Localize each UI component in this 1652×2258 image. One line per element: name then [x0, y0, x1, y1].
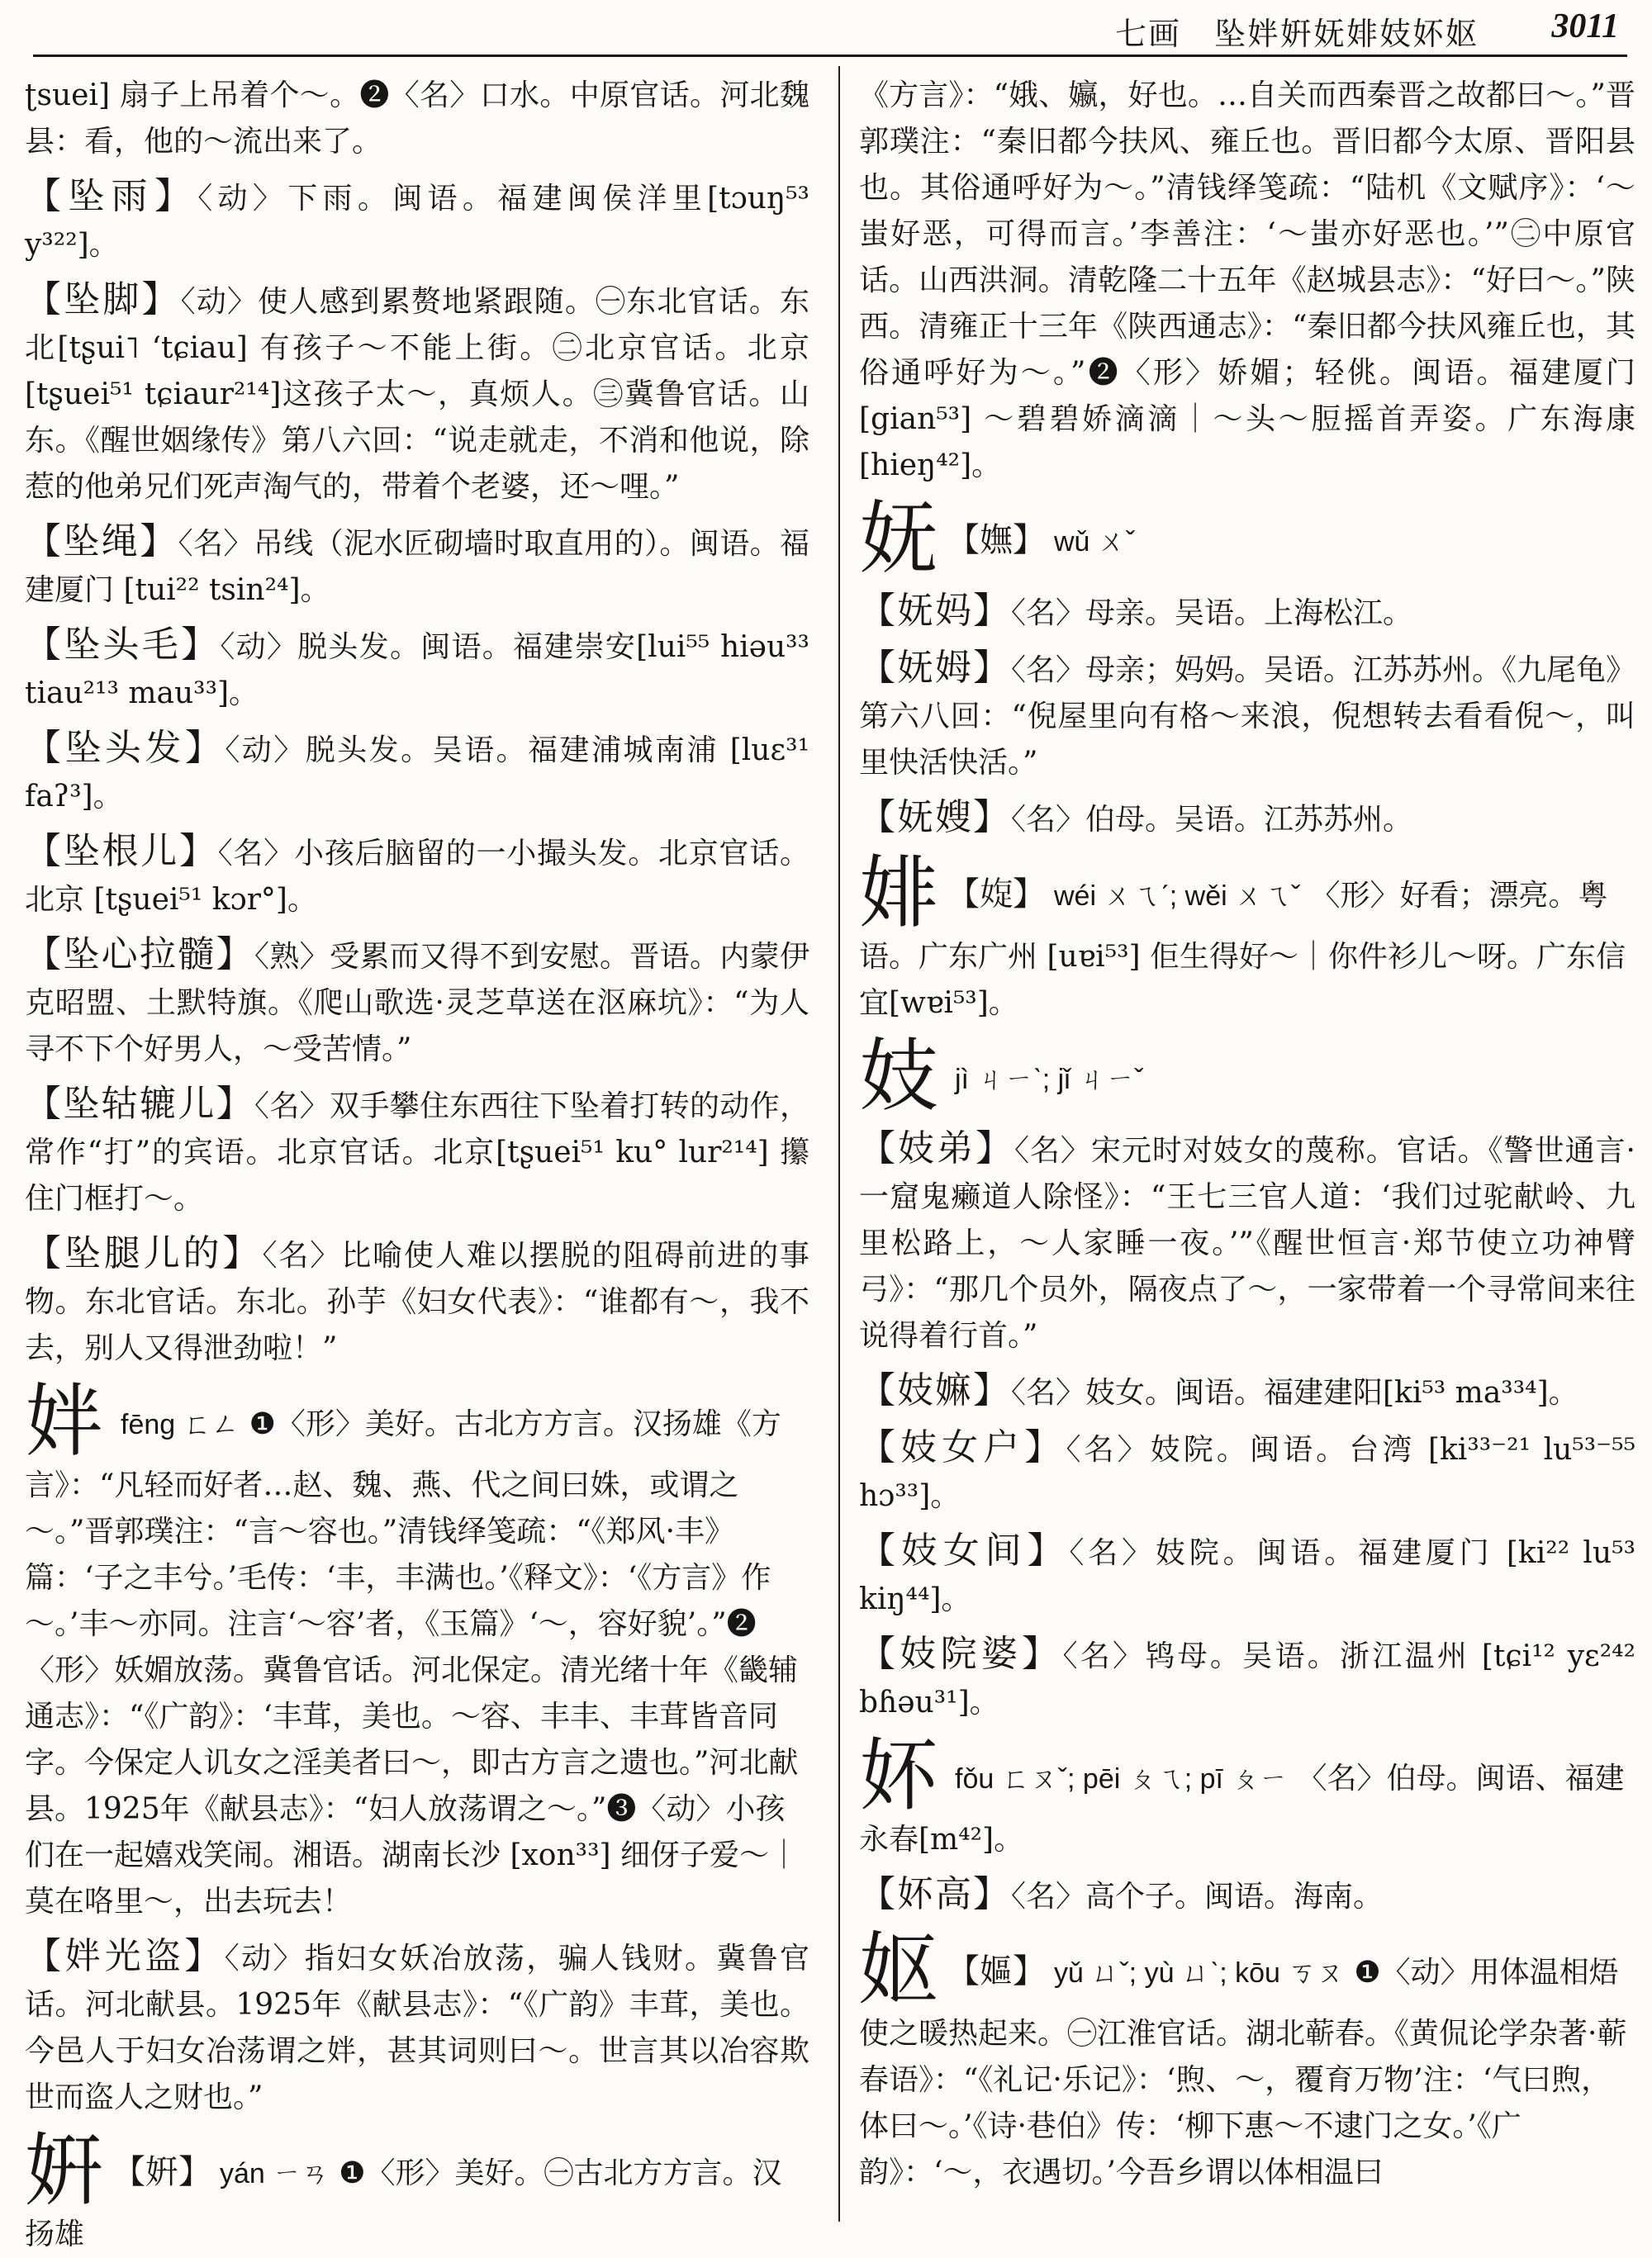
- entry-headword: 【坠头发】: [25, 727, 225, 769]
- dictionary-entry: [25, 932, 809, 1073]
- dictionary-entry: [859, 1126, 1635, 1359]
- char-block: [859, 1924, 1635, 2196]
- char-entry: [859, 847, 1635, 1027]
- dictionary-entry: [25, 1231, 809, 1372]
- char-definition: 〈名〉伯母。闽语、福建永春[m⁴²]。: [859, 1762, 1625, 1857]
- char-definition: ❶〈形〉美好。古北方方言。汉扬雄《方言》：“凡轻而好者…赵、魏、燕、代之间曰姝，或谓之～。”晋郭璞注：“言～容也。”清钱绎笺疏：“《郑风·丰》篇：‘子之丰兮。’毛传：‘丰，丰满也。’《释文》：‘《方言》作～。’丰～亦同。注言‘～容’者，《玉篇》‘～，容好貌’。”❷〈形〉妖媚放荡。冀鲁官话。河北保定。清光绪十年《畿辅通志》：“《广韵》：‘丰茸，美也。～容、丰丰、丰茸皆音同字。今保定人讥女之淫美者曰～，即古方言之遗也。”河北献县。1925年《献县志》：“妇人放荡谓之～。”❸〈动〉小孩们在一起嬉戏笑闹。湘语。湖南长沙 [xon³³] 细伢子爱～｜莫在咯里～，出去玩去！: [25, 1407, 800, 1919]
- char-pronunciation: wéi ㄨㄟˊ; wěi ㄨㄟˇ: [1054, 880, 1301, 912]
- dictionary-entry: [859, 588, 1635, 637]
- dictionary-entry: [25, 173, 809, 268]
- header-rule: [33, 55, 1627, 57]
- char-block: [859, 847, 1635, 1027]
- entry-headword: 【妩嫂】: [859, 796, 1011, 838]
- char-entry: [25, 1375, 809, 1925]
- dictionary-entry: [25, 1933, 809, 2121]
- entry-headword: 【坠头毛】: [25, 624, 221, 666]
- char-headword: 妩: [859, 492, 938, 585]
- dictionary-entry: [859, 1871, 1635, 1920]
- entry-definition: 〈名〉母亲；妈妈。吴语。江苏苏州。《九尾龟》第六八回：“倪屋里向有格～来浪，倪想转去看看倪～，叫里快活快活。”: [859, 653, 1636, 780]
- dictionary-entry: [25, 1081, 809, 1222]
- entry-definition: 〈名〉小孩后脑留的一小撮头发。北京官话。北京 [tʂuei⁵¹ kɔr°]。: [25, 837, 809, 917]
- entry-definition: 〈名〉妓院。闽语。福建厦门 [ki²² lu⁵³ kiŋ⁴⁴]。: [859, 1536, 1635, 1616]
- entry-headword: 【姅光盗】: [25, 1935, 225, 1977]
- entry-definition: 〈动〉指妇女妖冶放荡，骗人钱财。冀鲁官话。河北献县。1925年《献县志》：“《广韵》丰茸，美也。今邑人于妇女冶荡谓之姅，甚其词则曰～。世言其以冶容欺世而盗人之财也。”: [25, 1942, 809, 2114]
- char-entry: [25, 2124, 809, 2258]
- dictionary-entry: [25, 277, 809, 510]
- entry-definition: 〈动〉脱头发。吴语。福建浦城南浦 [luɛ³¹ faʔ³]。: [25, 733, 810, 814]
- entry-definition: 〈名〉双手攀住东西往下坠着打转的动作，常作“打”的宾语。北京官话。北京[tʂuei⁵¹ ku° lur²¹⁴] 攥住门框打～。: [25, 1089, 809, 1216]
- entry-headword: 【坠腿儿的】: [25, 1232, 263, 1274]
- entry-headword: 【坠绳】: [25, 520, 178, 562]
- char-block: [859, 1030, 1636, 1726]
- char-entry: [859, 492, 1635, 585]
- entry-headword: 【妚高】: [859, 1873, 1011, 1915]
- entry-definition: 〈名〉妓院。闽语。台湾 [ki³³⁻²¹ lu⁵³⁻⁵⁵ hɔ³³]。: [859, 1433, 1636, 1513]
- entry-headword: 【妓女户】: [859, 1426, 1066, 1468]
- entry-headword: 【妩妈】: [859, 590, 1011, 632]
- char-pronunciation: fēng ㄈㄥ: [121, 1409, 240, 1440]
- entry-definition: 〈名〉伯母。吴语。江苏苏州。: [1011, 803, 1413, 837]
- entry-definition: 〈名〉鸨母。吴语。浙江温州 [tɕi¹² yɛ²⁴² bɦəu³¹]。: [859, 1639, 1635, 1720]
- entry-headword: 【坠脚】: [25, 278, 181, 320]
- dictionary-entry: [25, 725, 809, 820]
- char-variant: 【姸】: [112, 2153, 211, 2191]
- entry-definition: 〈名〉吊线（泥水匠砌墙时取直用的）。闽语。福建厦门 [tui²² tsin²⁴]。: [25, 527, 809, 607]
- entry-headword: 【坠轱辘儿】: [25, 1083, 254, 1125]
- entry-definition: 〈名〉妓女。闽语。福建建阳[ki⁵³ ma³³⁴]。: [1011, 1376, 1578, 1410]
- entry-headword: 【妓院婆】: [859, 1633, 1063, 1675]
- char-variant: 【𡟐】: [947, 875, 1046, 913]
- dictionary-entry: [859, 1528, 1635, 1623]
- column-divider: [838, 66, 840, 2222]
- char-headword: 妪: [859, 1924, 938, 2016]
- char-pronunciation: jì ㄐㄧˋ; jǐ ㄐㄧˇ: [955, 1064, 1144, 1095]
- entry-definition: 〈名〉母亲。吴语。上海松江。: [1011, 596, 1413, 630]
- section-title: 七画 坠姅姸妩婔妓妚妪: [1114, 16, 1479, 52]
- entry-headword: 【妓弟】: [859, 1127, 1014, 1169]
- continuation-text: 《方言》：“娥、㜲，好也。…自关而西秦晋之故都曰～。”晋郭璞注：“秦旧都今扶风、雍丘也。晋旧都今太原、晋阳县也。其俗通呼好为～。”清钱绎笺疏：“陆机《文赋序》：‘～蚩好恶，可得而言。’李善注：‘～蚩亦好恶也。’”㊁中原官话。山西洪洞。清乾隆二十五年《赵城县志》：“好曰～。”陕西。清雍正十三年《陕西通志》：“秦旧都今扶风雍丘也，其俗通呼好为～。”❷〈形〉娇媚；轻佻。闽语。福建厦门 [gian⁵³] ～碧碧娇滴滴｜～头～脰摇首弄姿。广东海康 [hieŋ⁴²]。: [859, 78, 1635, 482]
- right-char-entries: [859, 492, 1636, 2196]
- char-headword: 婔: [859, 847, 938, 939]
- char-definition: ❶〈形〉美好。㊀古北方方言。汉扬雄: [25, 2156, 782, 2251]
- left-entries: [25, 173, 809, 1372]
- dictionary-entry: [25, 519, 809, 614]
- char-variant: 【嫵】: [947, 521, 1046, 559]
- char-block: [25, 1375, 809, 1925]
- page-number: 3011: [1551, 7, 1619, 45]
- left-entries-after: [25, 1933, 809, 2121]
- page-header: [0, 0, 1652, 58]
- entry-headword: 【妓嫲】: [859, 1369, 1011, 1411]
- entry-headword: 【坠雨】: [25, 175, 198, 217]
- entry-definition: 〈名〉比喻使人难以摆脱的阻碍前进的事物。东北官话。东北。孙芋《妇女代表》：“谁都有～，我不去，别人又得泄劲啦！”: [25, 1239, 809, 1365]
- entry-definition: 〈熟〉受累而又得不到安慰。晋语。内蒙伊克昭盟、土默特旗。《爬山歌选·灵芝草送在沤麻坑》：“为人寻不下个好男人，～受苦情。”: [25, 940, 809, 1066]
- char-pronunciation: wǔ ㄨˇ: [1054, 526, 1136, 557]
- char-pronunciation: fǒu ㄈㄡˇ; pēi ㄆㄟ; pī ㄆㄧ: [955, 1763, 1288, 1795]
- entry-definition: 〈动〉下雨。闽语。福建闽侯洋里[tɔuŋ⁵³ y³²²]。: [25, 182, 809, 262]
- entry-headword: 【坠根儿】: [25, 830, 218, 872]
- char-headword: 妚: [859, 1729, 938, 1822]
- entry-definition: 〈动〉脱头发。闽语。福建崇安[lui⁵⁵ hiəu³³ tiau²¹³ mau³³]。: [25, 630, 809, 710]
- dictionary-entry: [859, 645, 1635, 786]
- char-pronunciation: yǔ ㄩˇ; yù ㄩˋ; kōu ㄎㄡ: [1054, 1957, 1345, 1989]
- char-entry: [859, 1030, 1635, 1122]
- entry-headword: 【坠心拉髓】: [25, 933, 254, 975]
- char-block: [859, 1729, 1635, 1920]
- dictionary-entry: [859, 795, 1635, 843]
- char-headword: 妓: [859, 1030, 938, 1122]
- dictionary-entry: [859, 1631, 1635, 1726]
- char-block: [859, 492, 1636, 843]
- char-headword: 姅: [25, 1375, 104, 1468]
- dictionary-entry: [859, 1368, 1635, 1416]
- entry-headword: 【妩姆】: [859, 647, 1011, 689]
- dictionary-entry: [25, 622, 809, 717]
- char-pronunciation: yán ㄧㄢ: [220, 2158, 330, 2189]
- entry-definition: 〈名〉宋元时对妓女的蔑称。官话。《警世通言·一窟鬼癞道人除怪》：“王七三官人道：‘我们过驼献岭、九里松路上，～人家睡一夜。’”《醒世恒言·郑节使立功神臂弓》：“那几个员外，隔夜点了～，一家带着一个寻常间来往说得着行首。”: [859, 1134, 1636, 1353]
- left-char-entries: [25, 1375, 809, 1925]
- char-definition: 〈形〉好看；漂亮。粤语。广东广州 [uɐi⁵³] 佢生得好～｜你件衫儿～呀。广东信宜[wɐi⁵³]。: [859, 879, 1626, 1020]
- char-definition: ❶〈动〉用体温相焐使之暖热起来。㊀江淮官话。湖北蕲春。《黄侃论学杂著·蕲春语》：“《礼记·乐记》：‘煦、～，覆育万物’注：‘气曰煦，体曰～。’《诗·巷伯》传：‘柳下惠～不逮门之女。’《广韵》：‘～，衣遇切。’今吾乡谓以体相温曰: [859, 1956, 1627, 2189]
- continuation-text: ʈsuei] 扇子上吊着个～。❷〈名〉口水。中原官话。河北魏县：看，他的～流出来了。: [25, 78, 809, 159]
- dictionary-entry: [25, 828, 809, 923]
- char-variant: 【嫗】: [947, 1952, 1046, 1990]
- entry-definition: 〈动〉使人感到累赘地紧跟随。㊀东北官话。东北[tʂui˥ ʻtɕiau] 有孩子～不能上街。㊁北京官话。北京[tʂuei⁵¹ tɕiaur²¹⁴]这孩子太～，真烦人。㊂冀鲁官话。山东。《醒世姻缘传》第八六回：“说走就走，不消和他说，除惹的他弟兄们死声淘气的，带着个老婆，还～哩。”: [25, 285, 809, 504]
- entry-headword: 【妓女间】: [859, 1530, 1070, 1572]
- left-column: [25, 73, 810, 2251]
- char-entry: [859, 1729, 1635, 1863]
- entry-definition: 〈名〉高个子。闽语。海南。: [1011, 1880, 1384, 1914]
- right-column: [859, 73, 1635, 2222]
- char-headword: 姸: [25, 2124, 104, 2217]
- char-entry: [859, 1924, 1635, 2196]
- dictionary-entry: [859, 1425, 1635, 1520]
